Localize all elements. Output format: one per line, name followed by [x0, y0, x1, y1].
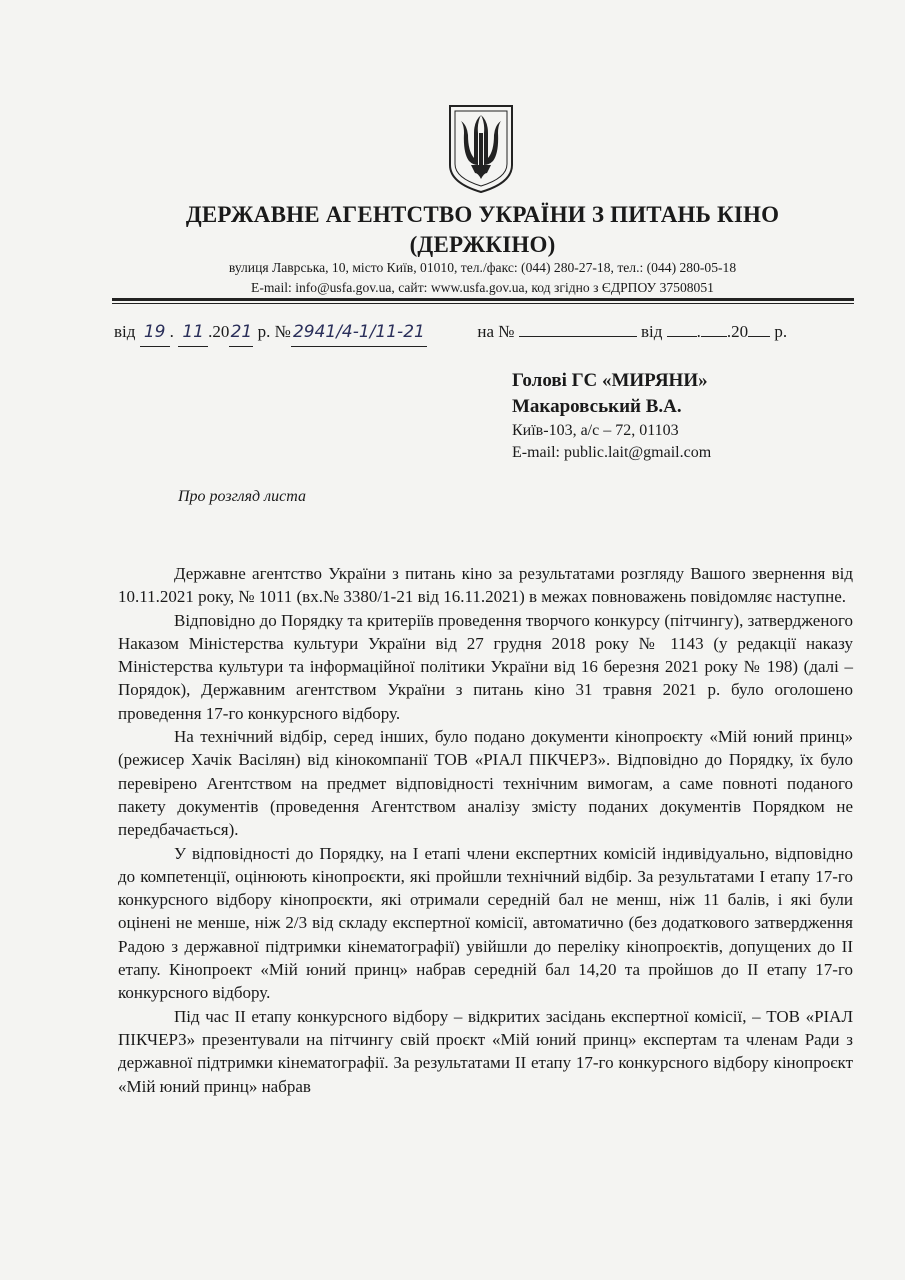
reference-line	[114, 316, 854, 344]
organization-name: ДЕРЖАВНЕ АГЕНТСТВО УКРАЇНИ З ПИТАНЬ КІНО	[185, 202, 780, 227]
body-paragraph: Державне агентство України з питань кіно за результатами розгляду Вашого звернення від 10.11.2021 року, № 1011 (вх.№ 3380/1-21 від 16.11.2021) в межах повноважень повідомляє наступне.	[118, 564, 853, 607]
email-line: E-mail: info@usfa.gov.ua, сайт: www.usfa.gov.ua, код згідно з ЄДРПОУ 37508051	[251, 280, 714, 295]
reply-year-prefix: .20	[726, 322, 749, 341]
trident-coat-of-arms-icon	[447, 103, 515, 195]
organization-title	[110, 200, 855, 260]
recipient-email: E-mail: public.lait@gmail.com	[512, 444, 712, 461]
handwritten-month: 11	[178, 318, 208, 347]
date-separator: .	[169, 322, 174, 341]
handwritten-number: 2941/4-1/11-21	[291, 318, 427, 347]
body-paragraph: У відповідності до Порядку, на I етапі члени експертних комісій індивідуально, відповідно до компетенції, оцінюють кінопроєкти, які пройшли технічний відбір. За результатами I етапу 17-го конкурсного відбору кінопроєкти, які отримали середній бал не менш, ніж 11 балів, і які були оцінені не менше, ніж 2/3 від складу експертної комісії, автоматично (без додаткового затвердження Радою з державної підтримки кінематографії) увійшли до переліку кінопроєктів, допущених до II етапу. Кінопроект «Мій юний принц» набрав середній бал 14,20 та пройшов до II етапу 17-го конкурсного відбору.	[118, 843, 853, 1003]
letter-body	[118, 562, 853, 1098]
address-line: вулиця Лаврська, 10, місто Київ, 01010, тел./факс: (044) 280-27-18, тел.: (044) 280-05-18	[228, 260, 737, 275]
header-divider-thin	[112, 303, 854, 304]
recipient-address: Київ-103, а/с – 72, 01103	[512, 422, 679, 439]
handwritten-day: 19	[140, 318, 170, 347]
organization-contacts	[110, 258, 855, 298]
recipient-name: Макаровський В.А.	[512, 396, 682, 417]
reply-month-blank	[701, 316, 727, 337]
recipient-block	[512, 368, 852, 464]
reply-date-separator: .	[696, 322, 701, 341]
recipient-title: Голові ГС «МИРЯНИ»	[512, 370, 708, 391]
reply-day-blank	[667, 316, 697, 337]
body-paragraph: На технічний відбір, серед інших, було подано документи кінопроєкту «Мій юний принц» (режисер Хачік Васілян) від кінокомпанії ТОВ «РІАЛ ПІКЧЕРЗ». Відповідно до Порядку, їх було перевірено Агентством на предмет відповідності технічним вимогам, а саме повноті поданого пакету документів (проведення Агентством аналізу змісту поданих документів Порядком не передбачається).	[118, 727, 853, 840]
reply-number-blank	[519, 316, 637, 337]
letter-subject: Про розгляд листа	[178, 488, 306, 505]
body-paragraph: Під час II етапу конкурсного відбору – відкритих засідань експертної комісії, – ТОВ «РІАЛ ПІКЧЕРЗ» презентували на пітчингу свій проєкт «Мій юний принц» експертам та членам Ради з державної підтримки кінематографії. За результатами II етапу 17-го конкурсного відбору кінопроєкт «Мій юний принц» набрав	[118, 1006, 853, 1096]
handwritten-year: 21	[229, 318, 253, 347]
reply-year-label: р.	[774, 322, 788, 341]
organization-short-name: (ДЕРЖКІНО)	[409, 232, 556, 257]
header-divider-thick	[112, 298, 854, 301]
reply-year-blank	[748, 316, 770, 337]
reply-number-label: на №	[477, 322, 515, 341]
body-paragraph: Відповідно до Порядку та критеріїв проведення творчого конкурсу (пітчингу), затвердженого Наказом Міністерства культури України від 27 грудня 2018 року № 1143 (у редакції наказу Міністерства культури та інформаційної політики України від 16 березня 2021 року № 198) (далі – Порядок), Державним агентством України з питань кіно 31 травня 2021 р. було оголошено проведення 17-го конкурсного відбору.	[118, 610, 853, 723]
from-label: від	[114, 322, 136, 341]
reply-from-label: від	[641, 322, 663, 341]
number-label: р. №	[257, 322, 291, 341]
year-prefix: .20	[208, 322, 230, 341]
